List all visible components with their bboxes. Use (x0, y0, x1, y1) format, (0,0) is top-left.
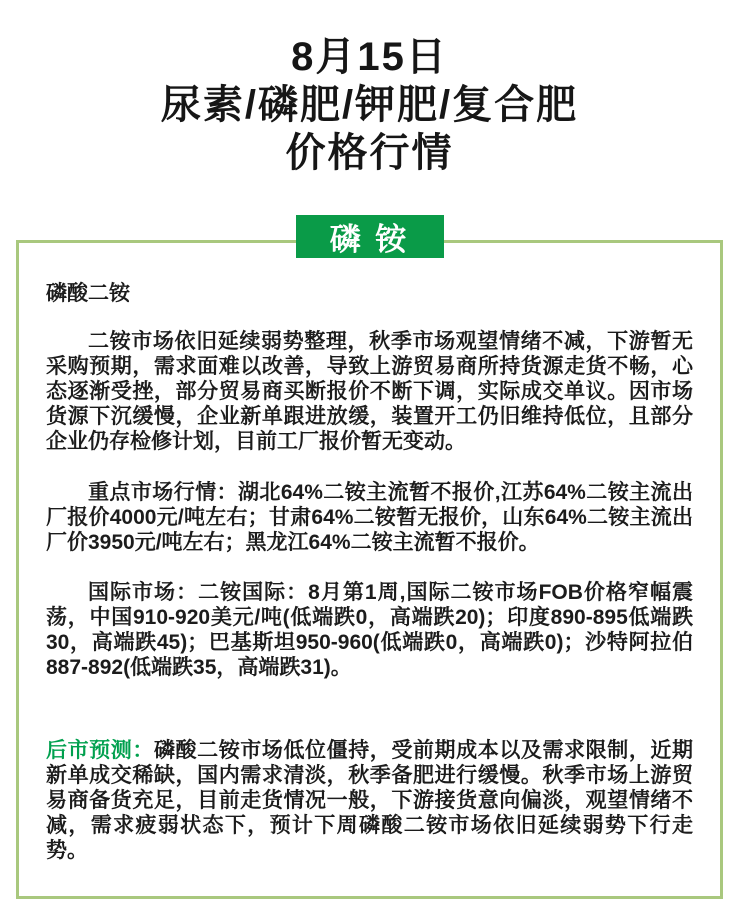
paragraph-international: 国际市场：二铵国际：8月第1周,国际二铵市场FOB价格窄幅震荡，中国910-920美元/吨(低端跌0，高端跌20)；印度890-895低端跌30，高端跌45)；巴基斯坦950-960(低端跌0，高端跌0)；沙特阿拉伯887-892(低端跌35，高端跌31)。 (46, 581, 693, 679)
forecast-text: 磷酸二铵市场低位僵持，受前期成本以及需求限制，近期新单成交稀缺，国内需求清淡，秋季备肥进行缓慢。秋季市场上游贸易商备货充足，目前走货情况一般，下游接货意向偏淡，观望情绪不减，需求疲弱状态下，预计下周磷酸二铵市场依旧延续弱势下行走势。 (46, 739, 694, 862)
paragraph-market-overview: 二铵市场依旧延续弱势整理，秋季市场观望情绪不减，下游暂无采购预期，需求面难以改善，导致上游贸易商所持货源走货不畅，心态逐渐受挫，部分贸易商买断报价不断下调，实际成交单议。因市场货源下沉缓慢，企业新单跟进放缓，装置开工仍旧维持低位，且部分企业仍存检修计划，目前工厂报价暂无变动。 (46, 330, 693, 453)
dap-section (16, 222, 723, 899)
section-banner-dap (296, 215, 444, 258)
forecast-label: 后市预测： (46, 739, 154, 762)
page-title (0, 33, 739, 177)
title-line-products: 尿素/磷肥/钾肥/复合肥 (160, 83, 579, 127)
paragraph-key-markets: 重点市场行情：湖北64%二铵主流暂不报价,江苏64%二铵主流出厂报价4000元/吨左右；甘肃64%二铵暂无报价，山东64%二铵主流出厂价3950元/吨左右；黑龙江64%二铵主流暂不报价。 (46, 481, 693, 554)
content-box (16, 240, 723, 899)
title-line-market: 价格行情 (285, 131, 454, 175)
section-banner-label: 磷 铵 (329, 222, 410, 257)
title-line-date: 8月15日 (291, 35, 448, 79)
product-heading: 磷酸二铵 (46, 282, 130, 305)
paragraph-forecast (46, 738, 693, 863)
